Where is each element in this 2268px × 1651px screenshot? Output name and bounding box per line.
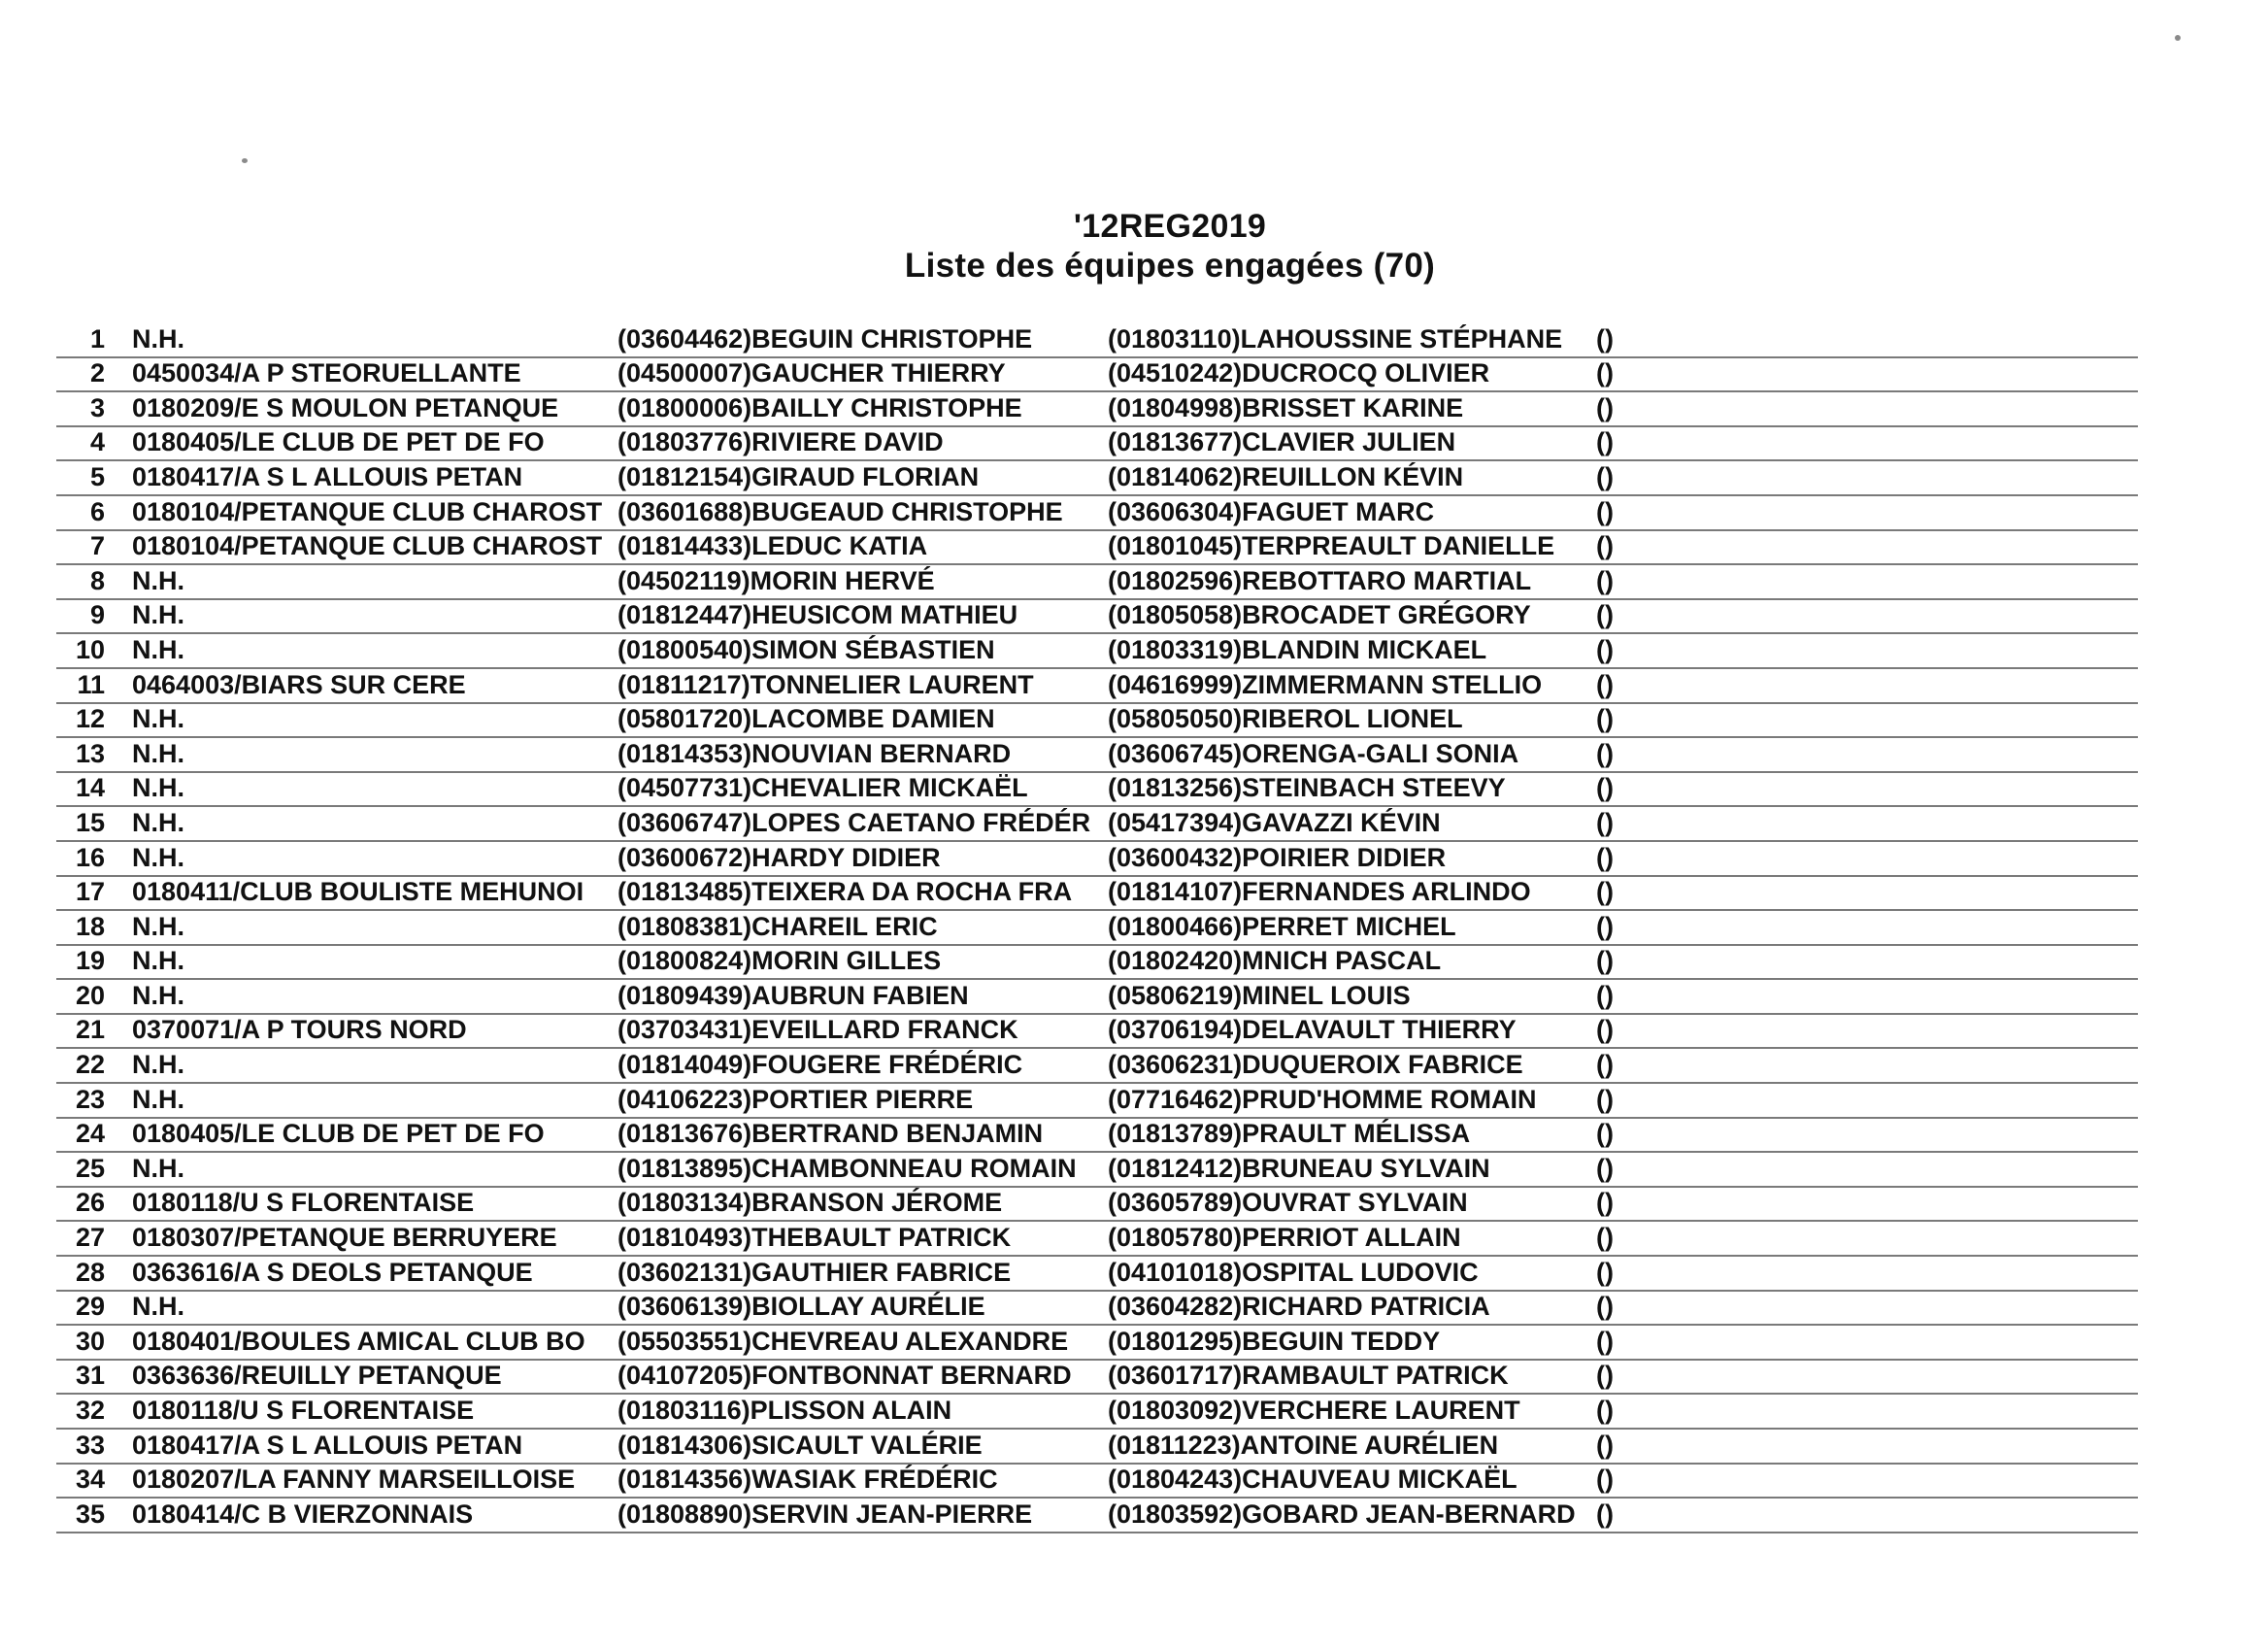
club-name: N.H. <box>132 807 184 837</box>
club-name: 0180118/U S FLORENTAISE <box>132 1396 475 1425</box>
player-2: (01805780)PERRIOT ALLAIN <box>1108 1223 1461 1253</box>
table-row <box>56 980 2138 1015</box>
team-number: 3 <box>89 392 105 422</box>
team-number: 21 <box>75 1015 105 1045</box>
player-2: (03606745)ORENGA-GALI SONIA <box>1108 738 1519 768</box>
player-3: () <box>1596 807 1614 837</box>
table-row <box>56 1153 2138 1188</box>
player-3: () <box>1596 842 1614 872</box>
player-2: (03601717)RAMBAULT PATRICK <box>1108 1361 1509 1391</box>
table-row <box>56 738 2138 773</box>
player-1: (01814433)LEDUC KATIA <box>617 531 928 561</box>
player-2: (01804243)CHAUVEAU MICKAËL <box>1108 1465 1518 1495</box>
team-number: 14 <box>75 773 105 803</box>
club-name: 0180414/C B VIERZONNAIS <box>132 1499 474 1529</box>
table-row <box>56 842 2138 877</box>
player-3: () <box>1596 1499 1614 1529</box>
team-number: 22 <box>75 1050 105 1080</box>
player-2: (01805058)BROCADET GRÉGORY <box>1108 600 1531 630</box>
player-2: (01803110)LAHOUSSINE STÉPHANE <box>1108 323 1563 354</box>
player-1: (01809439)AUBRUN FABIEN <box>617 980 969 1010</box>
team-number: 13 <box>75 738 105 768</box>
player-3: () <box>1596 565 1614 595</box>
player-3: () <box>1596 1153 1614 1183</box>
player-3: () <box>1596 1050 1614 1080</box>
club-name: 0180207/LA FANNY MARSEILLOISE <box>132 1465 576 1495</box>
table-row <box>56 1292 2138 1327</box>
player-1: (01803134)BRANSON JÉROME <box>617 1188 1003 1218</box>
player-3: () <box>1596 669 1614 699</box>
player-3: () <box>1596 1430 1614 1460</box>
player-1: (04500007)GAUCHER THIERRY <box>617 358 1006 388</box>
player-3: () <box>1596 877 1614 907</box>
club-name: 0180401/BOULES AMICAL CLUB BO <box>132 1326 585 1356</box>
player-1: (01803776)RIVIERE DAVID <box>617 427 944 457</box>
table-row <box>56 1084 2138 1119</box>
team-number: 29 <box>75 1292 105 1322</box>
player-2: (01814062)REUILLON KÉVIN <box>1108 461 1464 491</box>
team-number: 9 <box>89 600 105 630</box>
club-name: N.H. <box>132 980 184 1010</box>
player-2: (01800466)PERRET MICHEL <box>1108 911 1456 941</box>
player-3: () <box>1596 911 1614 941</box>
player-3: () <box>1596 600 1614 630</box>
table-row <box>56 1015 2138 1050</box>
table-row <box>56 1257 2138 1292</box>
player-2: (01811223)ANTOINE AURÉLIEN <box>1108 1430 1499 1460</box>
player-3: () <box>1596 1396 1614 1425</box>
table-row <box>56 1222 2138 1257</box>
document-title: Liste des équipes engagées (70) <box>904 247 1436 285</box>
table-row <box>56 461 2138 496</box>
team-number: 24 <box>75 1119 105 1149</box>
club-name: 0370071/A P TOURS NORD <box>132 1015 467 1045</box>
team-number: 20 <box>75 980 105 1010</box>
team-number: 30 <box>75 1326 105 1356</box>
player-3: () <box>1596 1326 1614 1356</box>
team-number: 26 <box>75 1188 105 1218</box>
team-number: 32 <box>75 1396 105 1425</box>
table-row <box>56 392 2138 427</box>
player-1: (01800824)MORIN GILLES <box>617 946 942 976</box>
player-2: (01802420)MNICH PASCAL <box>1108 946 1442 976</box>
player-2: (01803592)GOBARD JEAN-BERNARD <box>1108 1499 1576 1529</box>
table-row <box>56 1499 2138 1533</box>
team-number: 11 <box>77 669 105 699</box>
player-3: () <box>1596 980 1614 1010</box>
table-row <box>56 704 2138 739</box>
club-name: N.H. <box>132 704 184 734</box>
player-2: (05805050)RIBEROL LIONEL <box>1108 704 1463 734</box>
table-row <box>56 1361 2138 1396</box>
player-2: (03605789)OUVRAT SYLVAIN <box>1108 1188 1468 1218</box>
player-3: () <box>1596 461 1614 491</box>
table-row <box>56 1188 2138 1223</box>
player-2: (03706194)DELAVAULT THIERRY <box>1108 1015 1517 1045</box>
table-row <box>56 1430 2138 1465</box>
player-2: (05806219)MINEL LOUIS <box>1108 980 1411 1010</box>
table-row <box>56 1326 2138 1361</box>
team-number: 10 <box>75 634 105 664</box>
player-1: (01812154)GIRAUD FLORIAN <box>617 461 980 491</box>
team-number: 6 <box>89 496 105 526</box>
player-1: (01814049)FOUGERE FRÉDÉRIC <box>617 1050 1023 1080</box>
club-name: 0180118/U S FLORENTAISE <box>132 1188 475 1218</box>
player-2: (01813789)PRAULT MÉLISSA <box>1108 1119 1471 1149</box>
club-name: 0180104/PETANQUE CLUB CHAROST <box>132 531 603 561</box>
player-1: (04107205)FONTBONNAT BERNARD <box>617 1361 1072 1391</box>
teams-table <box>56 323 2138 1533</box>
player-2: (01813677)CLAVIER JULIEN <box>1108 427 1456 457</box>
team-number: 28 <box>75 1257 105 1287</box>
table-row <box>56 877 2138 912</box>
player-3: () <box>1596 1119 1614 1149</box>
player-1: (01813676)BERTRAND BENJAMIN <box>617 1119 1044 1149</box>
team-number: 23 <box>75 1084 105 1114</box>
team-number: 4 <box>89 427 105 457</box>
player-1: (01803116)PLISSON ALAIN <box>617 1396 952 1425</box>
club-name: N.H. <box>132 1292 184 1322</box>
player-2: (03600432)POIRIER DIDIER <box>1108 842 1447 872</box>
table-row <box>56 773 2138 808</box>
team-number: 19 <box>75 946 105 976</box>
scan-speck <box>2175 35 2181 41</box>
club-name: N.H. <box>132 911 184 941</box>
player-2: (01812412)BRUNEAU SYLVAIN <box>1108 1153 1490 1183</box>
team-number: 1 <box>89 323 105 354</box>
table-row <box>56 1395 2138 1430</box>
team-number: 35 <box>75 1499 105 1529</box>
player-1: (01812447)HEUSICOM MATHIEU <box>617 600 1018 630</box>
player-1: (05801720)LACOMBE DAMIEN <box>617 704 995 734</box>
player-3: () <box>1596 1188 1614 1218</box>
player-3: () <box>1596 392 1614 422</box>
team-number: 27 <box>75 1223 105 1253</box>
player-2: (01814107)FERNANDES ARLINDO <box>1108 877 1531 907</box>
team-number: 8 <box>89 565 105 595</box>
player-3: () <box>1596 1084 1614 1114</box>
player-1: (01814353)NOUVIAN BERNARD <box>617 738 1012 768</box>
player-3: () <box>1596 1257 1614 1287</box>
player-1: (03601688)BUGEAUD CHRISTOPHE <box>617 496 1063 526</box>
player-1: (03703431)EVEILLARD FRANCK <box>617 1015 1018 1045</box>
player-3: () <box>1596 1223 1614 1253</box>
club-name: 0450034/A P STEORUELLANTE <box>132 358 521 388</box>
table-row <box>56 807 2138 842</box>
player-2: (03606304)FAGUET MARC <box>1108 496 1435 526</box>
team-number: 25 <box>75 1153 105 1183</box>
player-3: () <box>1596 427 1614 457</box>
document-code: '12REG2019 <box>1073 208 1267 245</box>
player-1: (04106223)PORTIER PIERRE <box>617 1084 974 1114</box>
club-name: 0180417/A S L ALLOUIS PETAN <box>132 1430 523 1460</box>
table-row <box>56 496 2138 531</box>
table-row <box>56 358 2138 393</box>
player-2: (01801045)TERPREAULT DANIELLE <box>1108 531 1555 561</box>
player-1: (01810493)THEBAULT PATRICK <box>617 1223 1012 1253</box>
table-row <box>56 1119 2138 1154</box>
club-name: N.H. <box>132 634 184 664</box>
player-2: (07716462)PRUD'HOMME ROMAIN <box>1108 1084 1537 1114</box>
table-row <box>56 1049 2138 1084</box>
table-row <box>56 634 2138 669</box>
player-3: () <box>1596 1361 1614 1391</box>
table-row <box>56 669 2138 704</box>
player-1: (01811217)TONNELIER LAURENT <box>617 669 1034 699</box>
player-1: (01808381)CHAREIL ERIC <box>617 911 938 941</box>
team-number: 16 <box>75 842 105 872</box>
player-2: (04101018)OSPITAL LUDOVIC <box>1108 1257 1479 1287</box>
player-2: (01802596)REBOTTARO MARTIAL <box>1108 565 1532 595</box>
player-1: (01813485)TEIXERA DA ROCHA FRA <box>617 877 1073 907</box>
team-number: 7 <box>89 531 105 561</box>
table-row <box>56 323 2138 358</box>
player-2: (05417394)GAVAZZI KÉVIN <box>1108 807 1441 837</box>
team-number: 18 <box>75 911 105 941</box>
club-name: 0363616/A S DEOLS PETANQUE <box>132 1257 533 1287</box>
club-name: N.H. <box>132 773 184 803</box>
club-name: 0464003/BIARS SUR CERE <box>132 669 466 699</box>
player-1: (03606139)BIOLLAY AURÉLIE <box>617 1292 985 1322</box>
team-number: 12 <box>75 704 105 734</box>
table-row <box>56 911 2138 946</box>
player-3: () <box>1596 358 1614 388</box>
player-1: (01800006)BAILLY CHRISTOPHE <box>617 392 1022 422</box>
team-number: 31 <box>75 1361 105 1391</box>
table-row <box>56 427 2138 462</box>
club-name: 0180307/PETANQUE BERRUYERE <box>132 1223 557 1253</box>
club-name: N.H. <box>132 565 184 595</box>
player-1: (04502119)MORIN HERVÉ <box>617 565 935 595</box>
team-number: 17 <box>75 877 105 907</box>
player-1: (03600672)HARDY DIDIER <box>617 842 941 872</box>
club-name: 0180411/CLUB BOULISTE MEHUNOI <box>132 877 584 907</box>
player-2: (01801295)BEGUIN TEDDY <box>1108 1326 1441 1356</box>
player-1: (03606747)LOPES CAETANO FRÉDÉR <box>617 807 1091 837</box>
table-row <box>56 600 2138 635</box>
player-1: (05503551)CHEVREAU ALEXANDRE <box>617 1326 1069 1356</box>
player-3: () <box>1596 704 1614 734</box>
team-number: 34 <box>75 1465 105 1495</box>
club-name: 0363636/REUILLY PETANQUE <box>132 1361 502 1391</box>
player-2: (03606231)DUQUEROIX FABRICE <box>1108 1050 1523 1080</box>
player-2: (01803092)VERCHERE LAURENT <box>1108 1396 1520 1425</box>
player-1: (04507731)CHEVALIER MICKAËL <box>617 773 1028 803</box>
player-3: () <box>1596 1292 1614 1322</box>
club-name: N.H. <box>132 1153 184 1183</box>
club-name: 0180417/A S L ALLOUIS PETAN <box>132 461 523 491</box>
player-3: () <box>1596 738 1614 768</box>
club-name: 0180209/E S MOULON PETANQUE <box>132 392 559 422</box>
player-1: (03602131)GAUTHIER FABRICE <box>617 1257 1012 1287</box>
club-name: 0180104/PETANQUE CLUB CHAROST <box>132 496 603 526</box>
player-1: (01813895)CHAMBONNEAU ROMAIN <box>617 1153 1077 1183</box>
player-3: () <box>1596 773 1614 803</box>
player-3: () <box>1596 634 1614 664</box>
player-3: () <box>1596 946 1614 976</box>
player-3: () <box>1596 531 1614 561</box>
club-name: N.H. <box>132 323 184 354</box>
player-1: (01800540)SIMON SÉBASTIEN <box>617 634 995 664</box>
club-name: 0180405/LE CLUB DE PET DE FO <box>132 1119 545 1149</box>
player-1: (01808890)SERVIN JEAN-PIERRE <box>617 1499 1033 1529</box>
player-1: (01814356)WASIAK FRÉDÉRIC <box>617 1465 998 1495</box>
team-number: 5 <box>89 461 105 491</box>
player-2: (04510242)DUCROCQ OLIVIER <box>1108 358 1490 388</box>
player-3: () <box>1596 1465 1614 1495</box>
club-name: 0180405/LE CLUB DE PET DE FO <box>132 427 545 457</box>
player-3: () <box>1596 323 1614 354</box>
table-row <box>56 565 2138 600</box>
scan-speck <box>242 158 248 163</box>
club-name: N.H. <box>132 946 184 976</box>
club-name: N.H. <box>132 842 184 872</box>
table-row <box>56 531 2138 566</box>
player-2: (04616999)ZIMMERMANN STELLIO <box>1108 669 1543 699</box>
team-number: 2 <box>89 358 105 388</box>
table-row <box>56 1465 2138 1499</box>
club-name: N.H. <box>132 1084 184 1114</box>
player-3: () <box>1596 496 1614 526</box>
player-2: (03604282)RICHARD PATRICIA <box>1108 1292 1490 1322</box>
club-name: N.H. <box>132 600 184 630</box>
player-3: () <box>1596 1015 1614 1045</box>
player-2: (01813256)STEINBACH STEEVY <box>1108 773 1506 803</box>
table-row <box>56 946 2138 981</box>
player-1: (03604462)BEGUIN CHRISTOPHE <box>617 323 1033 354</box>
player-1: (01814306)SICAULT VALÉRIE <box>617 1430 983 1460</box>
club-name: N.H. <box>132 1050 184 1080</box>
team-number: 33 <box>75 1430 105 1460</box>
club-name: N.H. <box>132 738 184 768</box>
player-2: (01803319)BLANDIN MICKAEL <box>1108 634 1487 664</box>
team-number: 15 <box>75 807 105 837</box>
player-2: (01804998)BRISSET KARINE <box>1108 392 1464 422</box>
